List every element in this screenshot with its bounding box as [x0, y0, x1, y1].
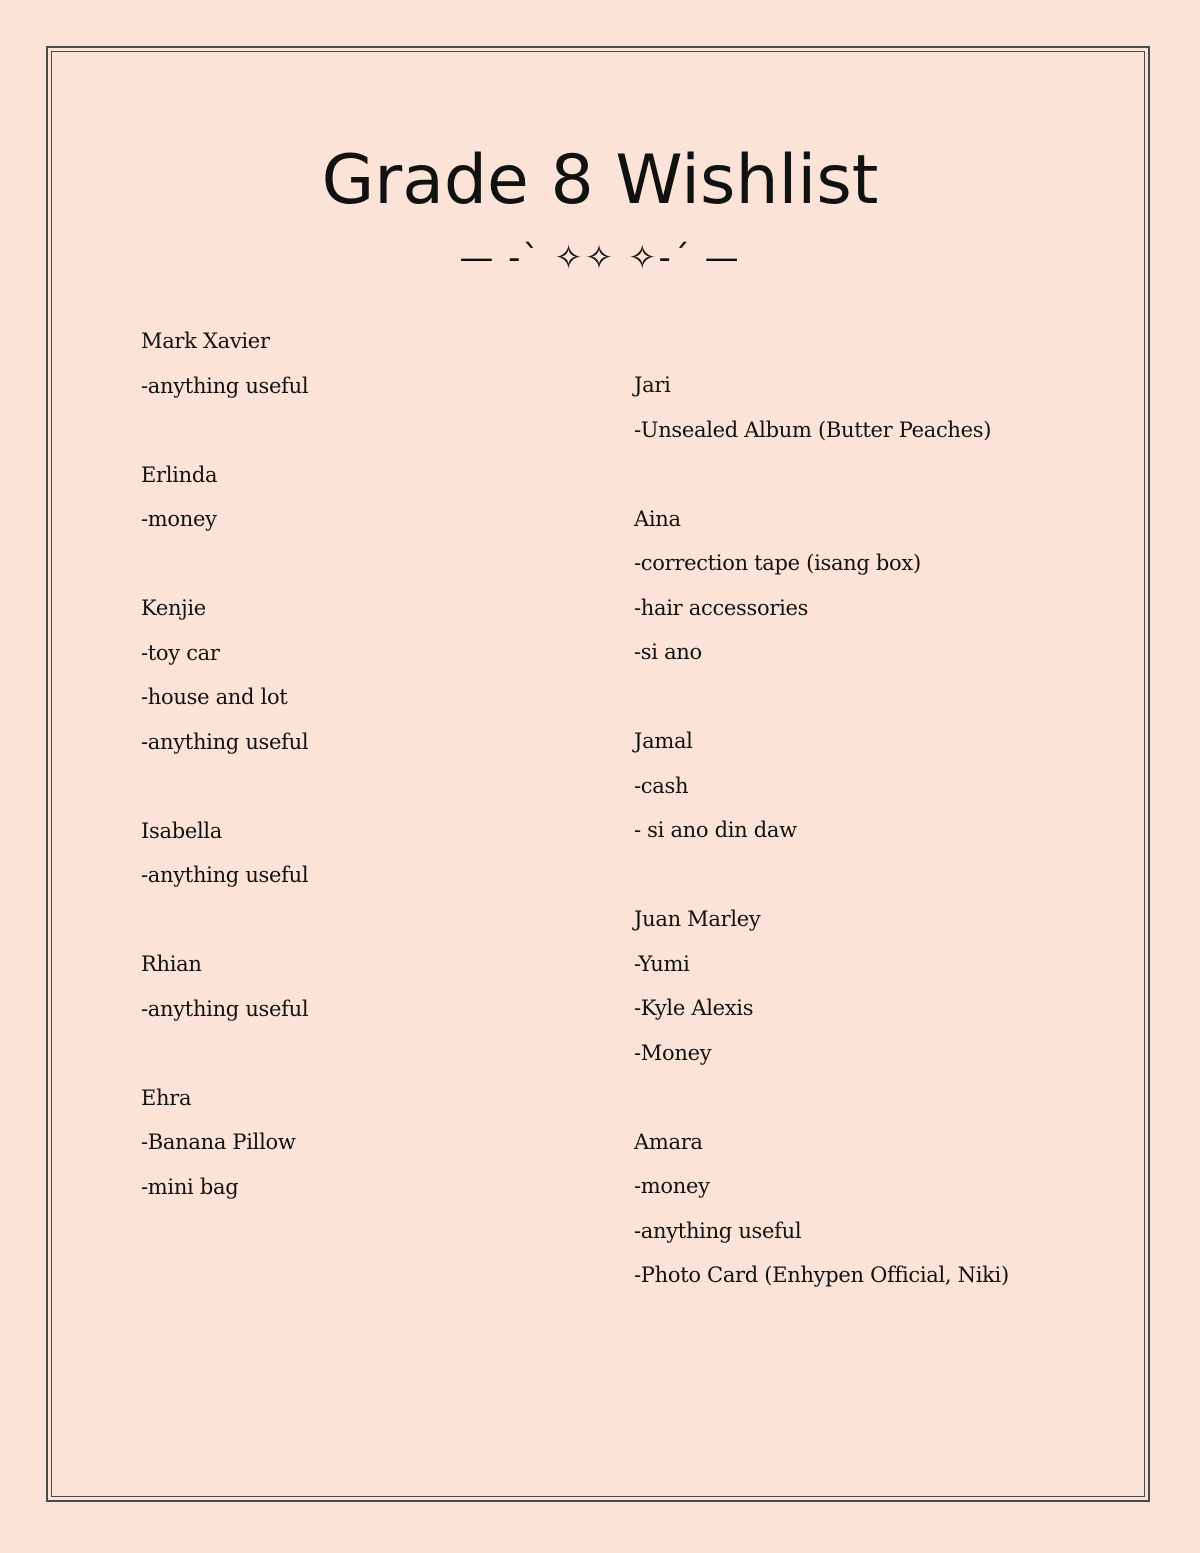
wishlist-right-column: [634, 363, 1134, 1298]
student-name: Juan Marley: [634, 907, 761, 931]
spacer: [141, 1031, 601, 1076]
wish-item: -money: [141, 507, 217, 531]
spacer: [634, 1075, 1134, 1120]
wish-item: -Banana Pillow: [141, 1130, 296, 1154]
wish-item: -mini bag: [141, 1174, 239, 1199]
wishlist-left-column: [141, 319, 601, 1209]
student-name: Mark Xavier: [141, 329, 270, 353]
student-name: Jari: [634, 373, 671, 397]
wish-item: -cash: [634, 773, 689, 798]
wish-item: -anything useful: [141, 863, 309, 887]
student-name: Aina: [634, 506, 681, 531]
wish-item: -Money: [634, 1040, 712, 1065]
wish-item: -toy car: [141, 640, 220, 665]
wish-item: - si ano din daw: [634, 818, 797, 842]
wish-item: -anything useful: [141, 729, 309, 754]
wish-item: -Kyle Alexis: [634, 996, 754, 1020]
wish-item: -anything useful: [634, 1218, 802, 1243]
wish-item: -anything useful: [141, 996, 309, 1021]
spacer: [141, 542, 601, 587]
wish-item: -house and lot: [141, 685, 288, 709]
student-name: Rhian: [141, 952, 202, 976]
spacer: [141, 764, 601, 809]
wish-item: -Yumi: [634, 951, 690, 976]
spacer: [141, 408, 601, 453]
student-name: Ehra: [141, 1085, 192, 1110]
student-name: Erlinda: [141, 462, 218, 487]
wish-item: -hair accessories: [634, 595, 809, 620]
spacer: [634, 675, 1134, 720]
student-name: Amara: [634, 1129, 703, 1154]
wish-item: -money: [634, 1174, 710, 1198]
spacer: [634, 853, 1134, 898]
page-title: Grade 8 Wishlist: [321, 141, 879, 220]
title-ornament: — -` ✧✧ ✧-´ —: [459, 238, 741, 278]
wish-item: -Unsealed Album (Butter Peaches): [634, 417, 992, 442]
student-name: Jamal: [634, 729, 693, 753]
wish-item: -Photo Card (Enhypen Official, Niki): [634, 1263, 1009, 1287]
wish-item: -correction tape (isang box): [634, 551, 921, 575]
spacer: [141, 898, 601, 943]
student-name: Isabella: [141, 818, 223, 843]
student-name: Kenjie: [141, 596, 206, 620]
wish-item: -anything useful: [141, 373, 309, 398]
wish-item: -si ano: [634, 640, 702, 664]
spacer: [634, 452, 1134, 497]
